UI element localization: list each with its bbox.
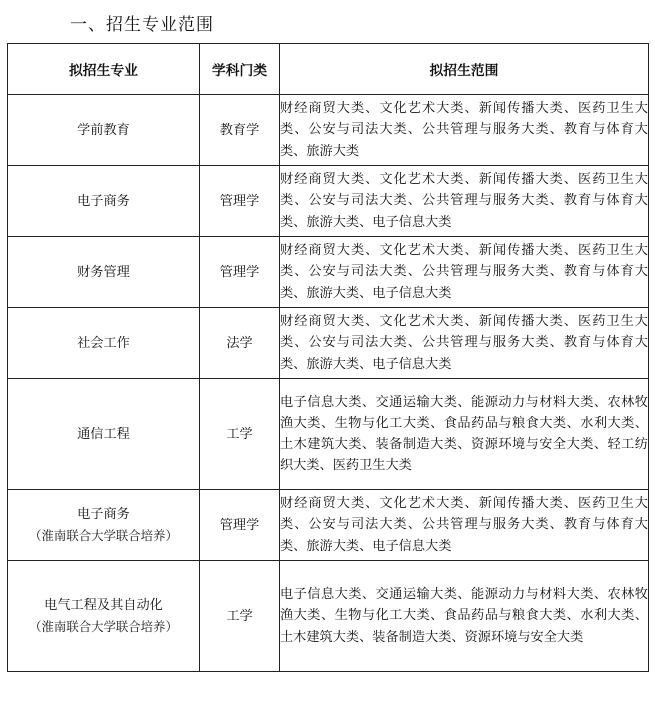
major-cell — [8, 308, 200, 379]
header-major: 拟招生专业 — [8, 44, 200, 95]
major-cell — [8, 237, 200, 308]
table-row — [8, 561, 649, 672]
range-cell: 电子信息大类、交通运输大类、能源动力与材料大类、农林牧渔大类、生物与化工大类、食品药品与粮食大类、水利大类、土木建筑大类、装备制造大类、资源环境与安全大类、轻工纺织大类、医药卫生大类 — [280, 379, 649, 490]
range-cell: 财经商贸大类、文化艺术大类、新闻传播大类、医药卫生大类、公安与司法大类、公共管理与服务大类、教育与体育大类、旅游大类、电子信息大类 — [280, 308, 649, 379]
major-name: 电子商务 — [77, 507, 130, 522]
admissions-table — [7, 43, 649, 672]
header-category: 学科门类 — [200, 44, 280, 95]
major-name: 电子商务 — [77, 193, 130, 209]
table-row — [8, 166, 649, 237]
major-cell — [8, 166, 200, 237]
table-row — [8, 308, 649, 379]
header-range: 拟招生范围 — [280, 44, 649, 95]
category-cell: 工学 — [200, 379, 280, 490]
major-cell — [8, 379, 200, 490]
table-row — [8, 379, 649, 490]
range-cell: 财经商贸大类、文化艺术大类、新闻传播大类、医药卫生大类、公安与司法大类、公共管理与服务大类、教育与体育大类、旅游大类、电子信息大类 — [280, 237, 649, 308]
major-name: 学前教育 — [77, 122, 130, 138]
major-cell — [8, 490, 200, 561]
major-note: （淮南联合大学联合培养） — [29, 528, 178, 543]
major-name: 电气工程及其自动化 — [44, 598, 163, 613]
category-cell: 工学 — [200, 561, 280, 672]
category-cell: 教育学 — [200, 95, 280, 166]
major-name: 社会工作 — [77, 335, 130, 351]
category-cell: 管理学 — [200, 237, 280, 308]
category-cell: 管理学 — [200, 490, 280, 561]
category-cell: 管理学 — [200, 166, 280, 237]
table-row — [8, 490, 649, 561]
major-name: 财务管理 — [77, 264, 130, 280]
table-header-row — [8, 44, 649, 95]
range-cell: 财经商贸大类、文化艺术大类、新闻传播大类、医药卫生大类、公安与司法大类、公共管理与服务大类、教育与体育大类、旅游大类、电子信息大类 — [280, 166, 649, 237]
range-cell: 财经商贸大类、文化艺术大类、新闻传播大类、医药卫生大类、公安与司法大类、公共管理与服务大类、教育与体育大类、旅游大类、电子信息大类 — [280, 490, 649, 561]
range-cell: 电子信息大类、交通运输大类、能源动力与材料大类、农林牧渔大类、生物与化工大类、食品药品与粮食大类、水利大类、土木建筑大类、装备制造大类、资源环境与安全大类 — [280, 561, 649, 672]
table-row — [8, 237, 649, 308]
major-note: （淮南联合大学联合培养） — [29, 619, 178, 634]
table-row — [8, 95, 649, 166]
category-cell: 法学 — [200, 308, 280, 379]
major-cell — [8, 561, 200, 672]
range-cell: 财经商贸大类、文化艺术大类、新闻传播大类、医药卫生大类、公安与司法大类、公共管理与服务大类、教育与体育大类、旅游大类 — [280, 95, 649, 166]
major-name: 通信工程 — [77, 426, 130, 442]
major-cell — [8, 95, 200, 166]
section-heading: 一、招生专业范围 — [70, 15, 214, 35]
